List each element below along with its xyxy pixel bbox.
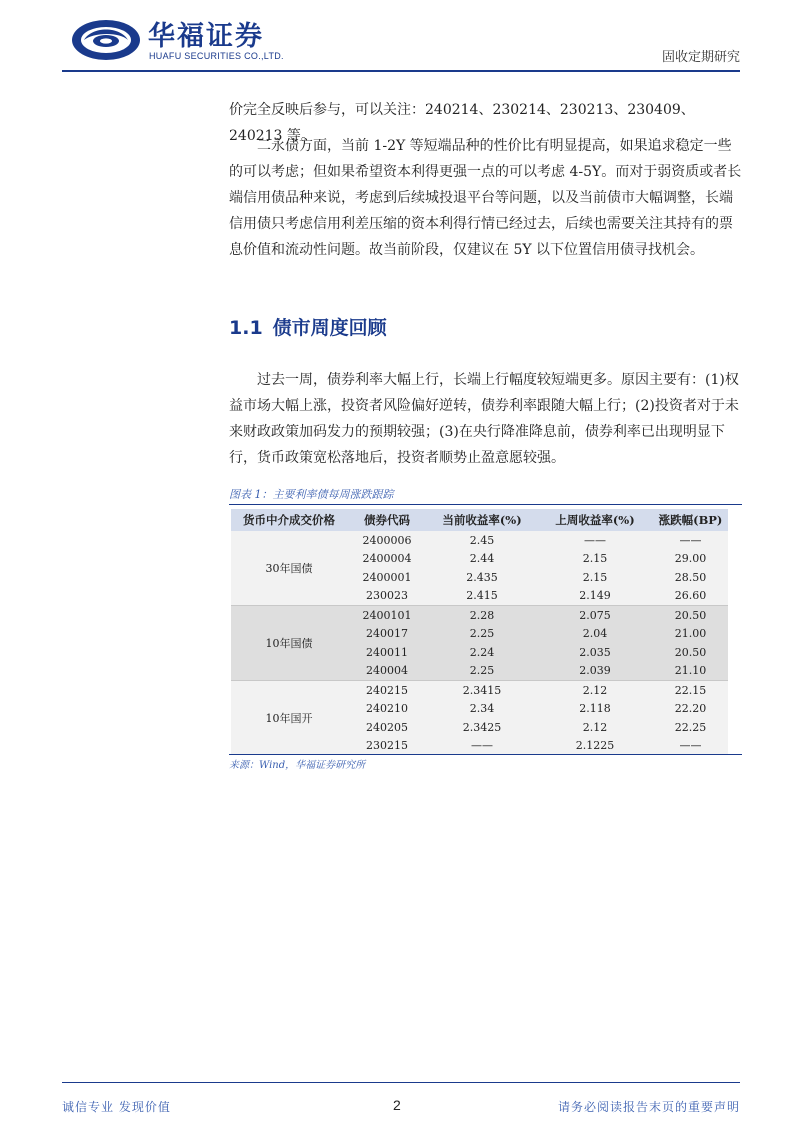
bond-code: 230215 bbox=[347, 737, 427, 756]
footer-divider bbox=[62, 1082, 740, 1083]
last-week-yield: 2.118 bbox=[537, 700, 653, 719]
bond-code: 2400101 bbox=[347, 606, 427, 625]
column-header: 涨跌幅(BP) bbox=[653, 509, 728, 531]
current-yield: —— bbox=[427, 737, 537, 756]
change-bp: 20.50 bbox=[653, 643, 728, 662]
column-header: 当前收益率(%) bbox=[427, 509, 537, 531]
last-week-yield: 2.15 bbox=[537, 550, 653, 569]
bond-code: 240205 bbox=[347, 718, 427, 737]
section-title: 债市周度回顾 bbox=[272, 317, 387, 339]
paragraph-2: 二永债方面，当前 1-2Y 等短端品种的性价比有明显提高，如果追求稳定一些的可以考虑；但如果希望资本利得更强一点的可以考虑 4-5Y。而对于弱资质或者长端信用债品种来说，考虑到后续城投退平台等问题，以及当前债市大幅调整，长端信用债只考虑信用利差压缩的资本利得行情已经过去，后续也需要关注其持有的票息价值和流动性问题。故当前阶段，仅建议在 5Y 以下位置信用债寻找机会。 bbox=[229, 138, 742, 258]
figure-bottom-rule bbox=[229, 754, 742, 755]
figure-top-rule bbox=[229, 504, 742, 505]
last-week-yield: 2.12 bbox=[537, 681, 653, 700]
change-bp: —— bbox=[653, 737, 728, 756]
huafu-logo-icon bbox=[70, 18, 142, 62]
change-bp: 22.20 bbox=[653, 700, 728, 719]
footer-slogan: 诚信专业 发现价值 bbox=[62, 1100, 171, 1114]
table-row bbox=[231, 681, 728, 700]
bond-code: 2400001 bbox=[347, 568, 427, 587]
current-yield: 2.25 bbox=[427, 625, 537, 644]
bond-code: 240210 bbox=[347, 700, 427, 719]
column-header: 上周收益率(%) bbox=[537, 509, 653, 531]
change-bp: 21.10 bbox=[653, 662, 728, 681]
group-label: 30年国债 bbox=[231, 531, 347, 606]
last-week-yield: 2.1225 bbox=[537, 737, 653, 756]
change-bp: 22.25 bbox=[653, 718, 728, 737]
brand-name: 华福证券 bbox=[148, 21, 264, 52]
change-bp: 21.00 bbox=[653, 625, 728, 644]
table-row bbox=[231, 531, 728, 550]
change-bp: 28.50 bbox=[653, 568, 728, 587]
current-yield: 2.34 bbox=[427, 700, 537, 719]
bond-code: 240215 bbox=[347, 681, 427, 700]
last-week-yield: 2.039 bbox=[537, 662, 653, 681]
bond-code: 2400006 bbox=[347, 531, 427, 550]
paragraph-3: 过去一周，债券利率大幅上行，长端上行幅度较短端更多。原因主要有：(1)权益市场大幅上涨，投资者风险偏好逆转，债券利率跟随大幅上行；(2)投资者对于未来财政政策加码发力的预期较强；(3)在央行降准降息前，债券利率已出现明显下行，货币政策宽松落地后，投资者顺势止盈意愿较强。 bbox=[229, 372, 739, 466]
current-yield: 2.44 bbox=[427, 550, 537, 569]
footer-disclaimer: 请务必阅读报告末页的重要声明 bbox=[557, 1100, 740, 1114]
paragraph-1: 价完全反映后参与，可以关注：240214、230214、230213、230409、240213 等。 bbox=[229, 102, 695, 144]
report-type: 固收定期研究 bbox=[661, 50, 740, 65]
figure-source: 来源：Wind，华福证券研究所 bbox=[229, 760, 366, 771]
change-bp: —— bbox=[653, 531, 728, 550]
page-header bbox=[0, 0, 802, 72]
last-week-yield: 2.15 bbox=[537, 568, 653, 587]
current-yield: 2.435 bbox=[427, 568, 537, 587]
current-yield: 2.45 bbox=[427, 531, 537, 550]
change-bp: 29.00 bbox=[653, 550, 728, 569]
last-week-yield: —— bbox=[537, 531, 653, 550]
bond-code: 240004 bbox=[347, 662, 427, 681]
column-header: 债券代码 bbox=[347, 509, 427, 531]
figure-title: 图表 1：主要利率债每周涨跌跟踪 bbox=[229, 488, 394, 501]
bond-code: 2400004 bbox=[347, 550, 427, 569]
table-header-row bbox=[231, 509, 728, 531]
last-week-yield: 2.075 bbox=[537, 606, 653, 625]
group-label: 10年国开 bbox=[231, 681, 347, 756]
yield-table bbox=[231, 509, 728, 755]
current-yield: 2.3415 bbox=[427, 681, 537, 700]
table-row bbox=[231, 606, 728, 625]
last-week-yield: 2.149 bbox=[537, 587, 653, 606]
last-week-yield: 2.12 bbox=[537, 718, 653, 737]
current-yield: 2.25 bbox=[427, 662, 537, 681]
group-label: 10年国债 bbox=[231, 606, 347, 681]
current-yield: 2.24 bbox=[427, 643, 537, 662]
section-number: 1.1 bbox=[229, 317, 263, 339]
bond-code: 240017 bbox=[347, 625, 427, 644]
current-yield: 2.28 bbox=[427, 606, 537, 625]
header-divider bbox=[62, 70, 740, 72]
change-bp: 26.60 bbox=[653, 587, 728, 606]
column-header: 货币中介成交价格 bbox=[231, 509, 347, 531]
current-yield: 2.3425 bbox=[427, 718, 537, 737]
section-heading bbox=[229, 313, 387, 340]
current-yield: 2.415 bbox=[427, 587, 537, 606]
table-body bbox=[231, 531, 728, 755]
change-bp: 22.15 bbox=[653, 681, 728, 700]
change-bp: 20.50 bbox=[653, 606, 728, 625]
brand-name-en: HUAFU SECURITIES CO.,LTD. bbox=[149, 51, 284, 61]
bond-code: 240011 bbox=[347, 643, 427, 662]
last-week-yield: 2.04 bbox=[537, 625, 653, 644]
page-number: 2 bbox=[393, 1097, 401, 1113]
bond-code: 230023 bbox=[347, 587, 427, 606]
last-week-yield: 2.035 bbox=[537, 643, 653, 662]
